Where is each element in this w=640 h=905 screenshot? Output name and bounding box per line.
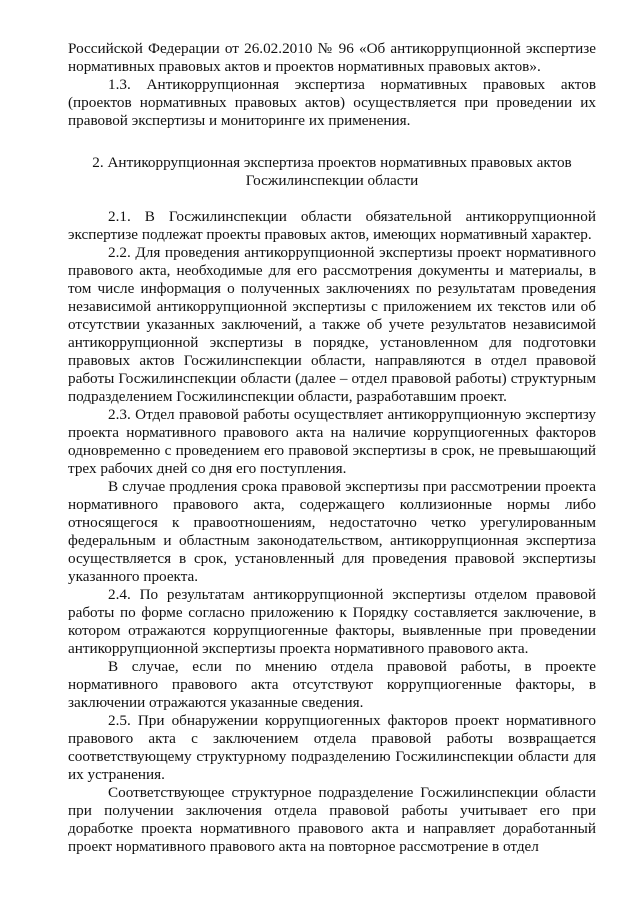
paragraph-2-1: 2.1. В Госжилинспекции области обязательной антикоррупционной экспертизе подлежат проекты правовых актов, имеющих нормативный характер. [68, 208, 596, 243]
paragraph-2-4: 2.4. По результатам антикоррупционной экспертизы отделом правовой работы по форме согласно приложению к Порядку составляется заключение, в котором отражаются коррупциогенные факторы, выявленные при проведении антикоррупционной экспертизы проекта нормативного правового акта. [68, 586, 596, 657]
section-heading-line2: Госжилинспекции области [245, 172, 419, 189]
section-heading-line1: 2. Антикоррупционная экспертиза проектов нормативных правовых актов [92, 154, 572, 171]
section-heading [68, 154, 596, 190]
intro-paragraph: Российской Федерации от 26.02.2010 № 96 «Об антикоррупционной экспертизе нормативных правовых актов и проектов нормативных правовых актов». [68, 40, 596, 75]
paragraph-2-5-continued: Соответствующее структурное подразделение Госжилинспекции области при получении заключения отдела правовой работы учитывает его при доработке проекта нормативного правового акта и направляет доработанный проект нормативного правового акта на повторное рассмотрение в отдел [68, 784, 596, 855]
paragraph-2-5: 2.5. При обнаружении коррупциогенных факторов проект нормативного правового акта с заключением отдела правовой работы возвращается соответствующему структурному подразделению Госжилинспекции области для их устранения. [68, 712, 596, 783]
paragraph-1-3: 1.3. Антикоррупционная экспертиза нормативных правовых актов (проектов нормативных правовых актов) осуществляется при проведении их правовой экспертизы и мониторинге их применения. [68, 76, 596, 129]
paragraph-2-3: 2.3. Отдел правовой работы осуществляет антикоррупционную экспертизу проекта нормативного правового акта на наличие коррупциогенных факторов одновременно с проведением его правовой экспертизы в срок, не превышающий трех рабочих дней со дня его поступления. [68, 406, 596, 477]
paragraph-2-3-continued: В случае продления срока правовой экспертизы при рассмотрении проекта нормативного правового акта, содержащего коллизионные нормы либо относящегося к правоотношениям, недостаточно четко урегулированным федеральным и областным законодательством, антикоррупционная экспертиза осуществляется в срок, установленный для проведения правовой экспертизы указанного проекта. [68, 478, 596, 585]
document-page [68, 40, 596, 856]
paragraph-2-4-continued: В случае, если по мнению отдела правовой работы, в проекте нормативного правового акта отсутствуют коррупциогенные факторы, в заключении отражаются указанные сведения. [68, 658, 596, 711]
paragraph-2-2: 2.2. Для проведения антикоррупционной экспертизы проект нормативного правового акта, необходимые для его рассмотрения документы и материалы, в том числе информация о полученных заключениях по результатам проведения независимой антикоррупционной экспертизы с приложением их текстов или об отсутствии указанных заключений, а также об учете результатов независимой антикоррупционной экспертизы в порядке, установленном для подготовки правовых актов Госжилинспекции области, направляются в отдел правовой работы Госжилинспекции области (далее – отдел правовой работы) структурным подразделением Госжилинспекции области, разработавшим проект. [68, 244, 596, 405]
